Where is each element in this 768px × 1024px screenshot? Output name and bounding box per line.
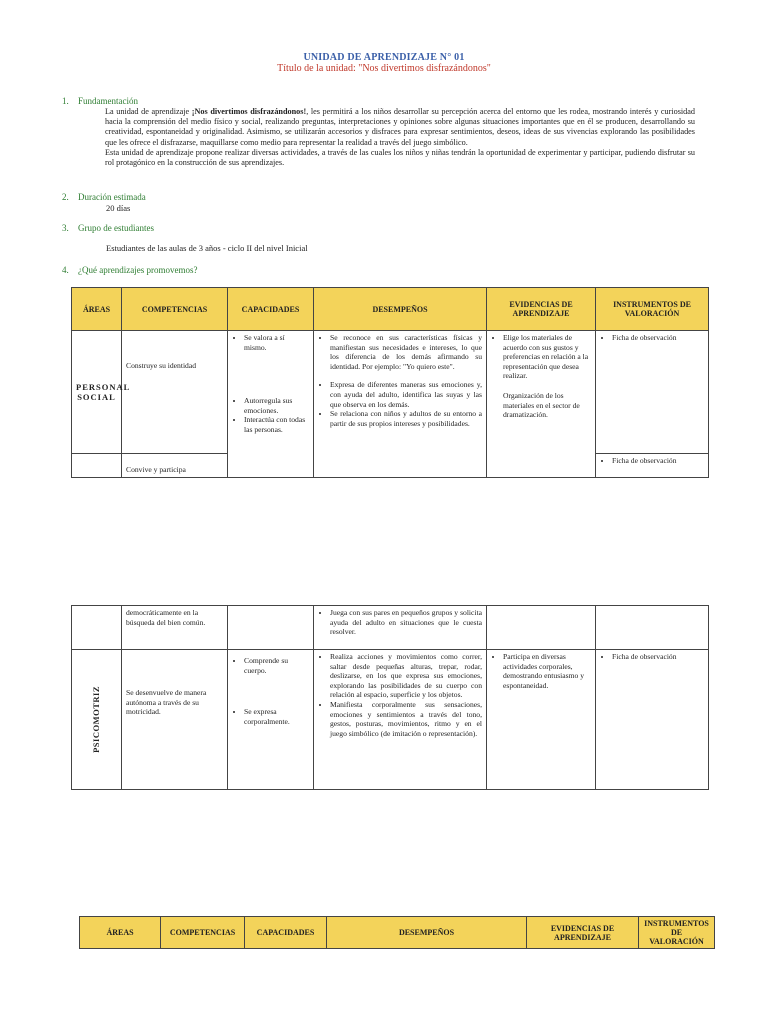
unit-title: UNIDAD DE APRENDIZAJE N° 01 xyxy=(303,52,465,63)
evidencia-item: Organización de los materiales en el sector de dramatización. xyxy=(503,390,580,420)
section-number: 2. xyxy=(62,192,69,202)
text-run: Esta unidad de aprendizaje propone realizar diversas actividades, a través de las cuales los niños y niñas tendrán la oportunidad de experimentar y participar, pudiendo disfrutar su rol protagónico en la construcción de sus aprendizajes. xyxy=(105,147,695,168)
capacidad-item: • Se valora a sí mismo. xyxy=(244,333,309,352)
competencia-identidad: Construye su identidad xyxy=(122,331,228,454)
learning-table-1 xyxy=(71,287,709,478)
capacidades-cell xyxy=(228,650,314,790)
capacidades-cell xyxy=(228,331,314,478)
section-label: Duración estimada xyxy=(78,192,146,202)
area-label: PERSONAL SOCIAL xyxy=(76,382,131,402)
duration-value: 20 días xyxy=(106,203,131,213)
desempeno-item: • Se reconoce en sus características físicas y manifiestan sus necesidades e intereses, lo que los diferencia de los demás afirmando su identidad. Por ejemplo: "Yo quiero este". xyxy=(330,333,482,371)
instrumento-item: • Ficha de observación xyxy=(612,456,704,466)
section-1-heading xyxy=(62,96,138,106)
header-evidencias: EVIDENCIAS DE APRENDIZAJE xyxy=(487,288,596,331)
evidencia-item: • Participa en diversas actividades corporales, demostrando entusiasmo y espontaneidad. xyxy=(503,652,591,690)
text-run: La unidad de aprendizaje xyxy=(105,107,192,116)
competencia-continuation: democráticamente en la búsqueda del bien común. xyxy=(122,606,228,650)
desempenos-cell xyxy=(314,650,487,790)
section-label: ¿Qué aprendizajes promovemos? xyxy=(78,265,198,275)
desempeno-item: • Manifiesta corporalmente sus sensaciones, emociones y sentimientos a través del tono, gestos, posturas, movimientos, ritmo y en el juego simbólico (de imitación o representación). xyxy=(330,700,482,738)
capacidad-item: • Interactúa con todas las personas. xyxy=(244,415,309,434)
area-psicomotriz xyxy=(72,650,122,790)
section-number: 1. xyxy=(62,96,69,106)
desempeno-item: • Realiza acciones y movimientos como correr, saltar desde pequeñas alturas, trepar, rodar, deslizarse, en los que expresa sus emociones, explorando las posibilidades de su cuerpo con relación al espacio, superficie y los objetos. xyxy=(330,652,482,700)
instrumento-item: • Ficha de observación xyxy=(612,652,704,662)
competencia-convive: Convive y participa xyxy=(122,454,228,478)
instrumento-item: • Ficha de observación xyxy=(612,333,704,343)
section-4-heading xyxy=(62,265,197,275)
student-group-text: Estudiantes de las aulas de 3 años - ciclo II del nivel Inicial xyxy=(106,243,308,253)
header-instrumentos: INSTRUMENTOS DE VALORACIÓN xyxy=(639,917,715,949)
evidencias-cell xyxy=(487,650,596,790)
capacidad-item: • Se expresa corporalmente. xyxy=(244,707,309,726)
evidencia-item: • Elige los materiales de acuerdo con sus gustos y preferencias en relación a la representación que desea realizar. xyxy=(503,333,591,381)
area-empty xyxy=(72,454,122,478)
fundamentacion-text xyxy=(105,107,695,168)
capacidad-item: • Comprende su cuerpo. xyxy=(244,656,309,675)
section-2-heading xyxy=(62,192,146,202)
desempeno-item: • Juega con sus pares en pequeños grupos y solicita ayuda del adulto en situaciones que le cuesta resolver. xyxy=(330,608,482,637)
section-3-heading xyxy=(62,223,154,233)
unit-subtitle: Título de la unidad: "Nos divertimos disfrazándonos" xyxy=(277,63,491,74)
desempeno-item: • Expresa de diferentes maneras sus emociones y, con ayuda del adulto, identifica las suyas y las que observa en los demás. xyxy=(330,380,482,409)
section-label: Grupo de estudiantes xyxy=(78,223,154,233)
area-label-vertical: PSICOMOTRIZ xyxy=(90,686,101,753)
evidencias-cell xyxy=(487,331,596,478)
header-capacidades: CAPACIDADES xyxy=(228,288,314,331)
learning-table-3-header xyxy=(79,916,715,949)
area-empty xyxy=(72,606,122,650)
learning-table-2 xyxy=(71,605,709,790)
section-number: 4. xyxy=(62,265,69,275)
capacidades-empty xyxy=(228,606,314,650)
header-capacidades: CAPACIDADES xyxy=(245,917,327,949)
area-personal-social xyxy=(72,331,131,454)
desempenos-cell xyxy=(314,331,487,478)
header-desempenos: DESEMPEÑOS xyxy=(314,288,487,331)
unit-name-bold: ¡Nos divertimos disfrazándonos! xyxy=(191,107,307,116)
desempeno-item: • Se relaciona con niños y adultos de su entorno a partir de sus propios intereses y posibilidades. xyxy=(330,409,482,428)
instrumentos-empty xyxy=(596,606,709,650)
header-competencias: COMPETENCIAS xyxy=(122,288,228,331)
text-run: , les permitirá a los niños desarrollar su percepción acerca del entorno que les rodea, mostrando interés y curiosidad hacia la comprensión del medio físico y social, realizando preguntas, interpretaciones y opiniones sobre algunas situaciones importantes que en él se producen, desarrollando su creatividad, espontaneidad y originalidad. Asimismo, se utilizarán accesorios y disfraces para expresar sentimientos, deseos, ideas de sus vivencias explorando las posibilidades que les ofrece el disfrazarse, maquillarse como medio para representar la realidad a través del juego simbólico. xyxy=(105,107,696,147)
header-areas: ÁREAS xyxy=(80,917,161,949)
header-instrumentos: INSTRUMENTOS DE VALORACIÓN xyxy=(596,288,709,331)
evidencias-empty xyxy=(487,606,596,650)
desempenos-cell xyxy=(314,606,487,650)
header-areas: ÁREAS xyxy=(72,288,122,331)
header-evidencias: EVIDENCIAS DE APRENDIZAJE xyxy=(527,917,639,949)
section-number: 3. xyxy=(62,223,69,233)
instrumentos-cell xyxy=(596,331,709,454)
instrumentos-cell xyxy=(596,454,709,478)
instrumentos-cell xyxy=(596,650,709,790)
header-desempenos: DESEMPEÑOS xyxy=(327,917,527,949)
capacidad-item: • Autorregula sus emociones. xyxy=(244,396,309,415)
competencia-motricidad: Se desenvuelve de manera autónoma a través de su motricidad. xyxy=(122,650,228,790)
header-competencias: COMPETENCIAS xyxy=(161,917,245,949)
section-label: Fundamentación xyxy=(78,96,138,106)
